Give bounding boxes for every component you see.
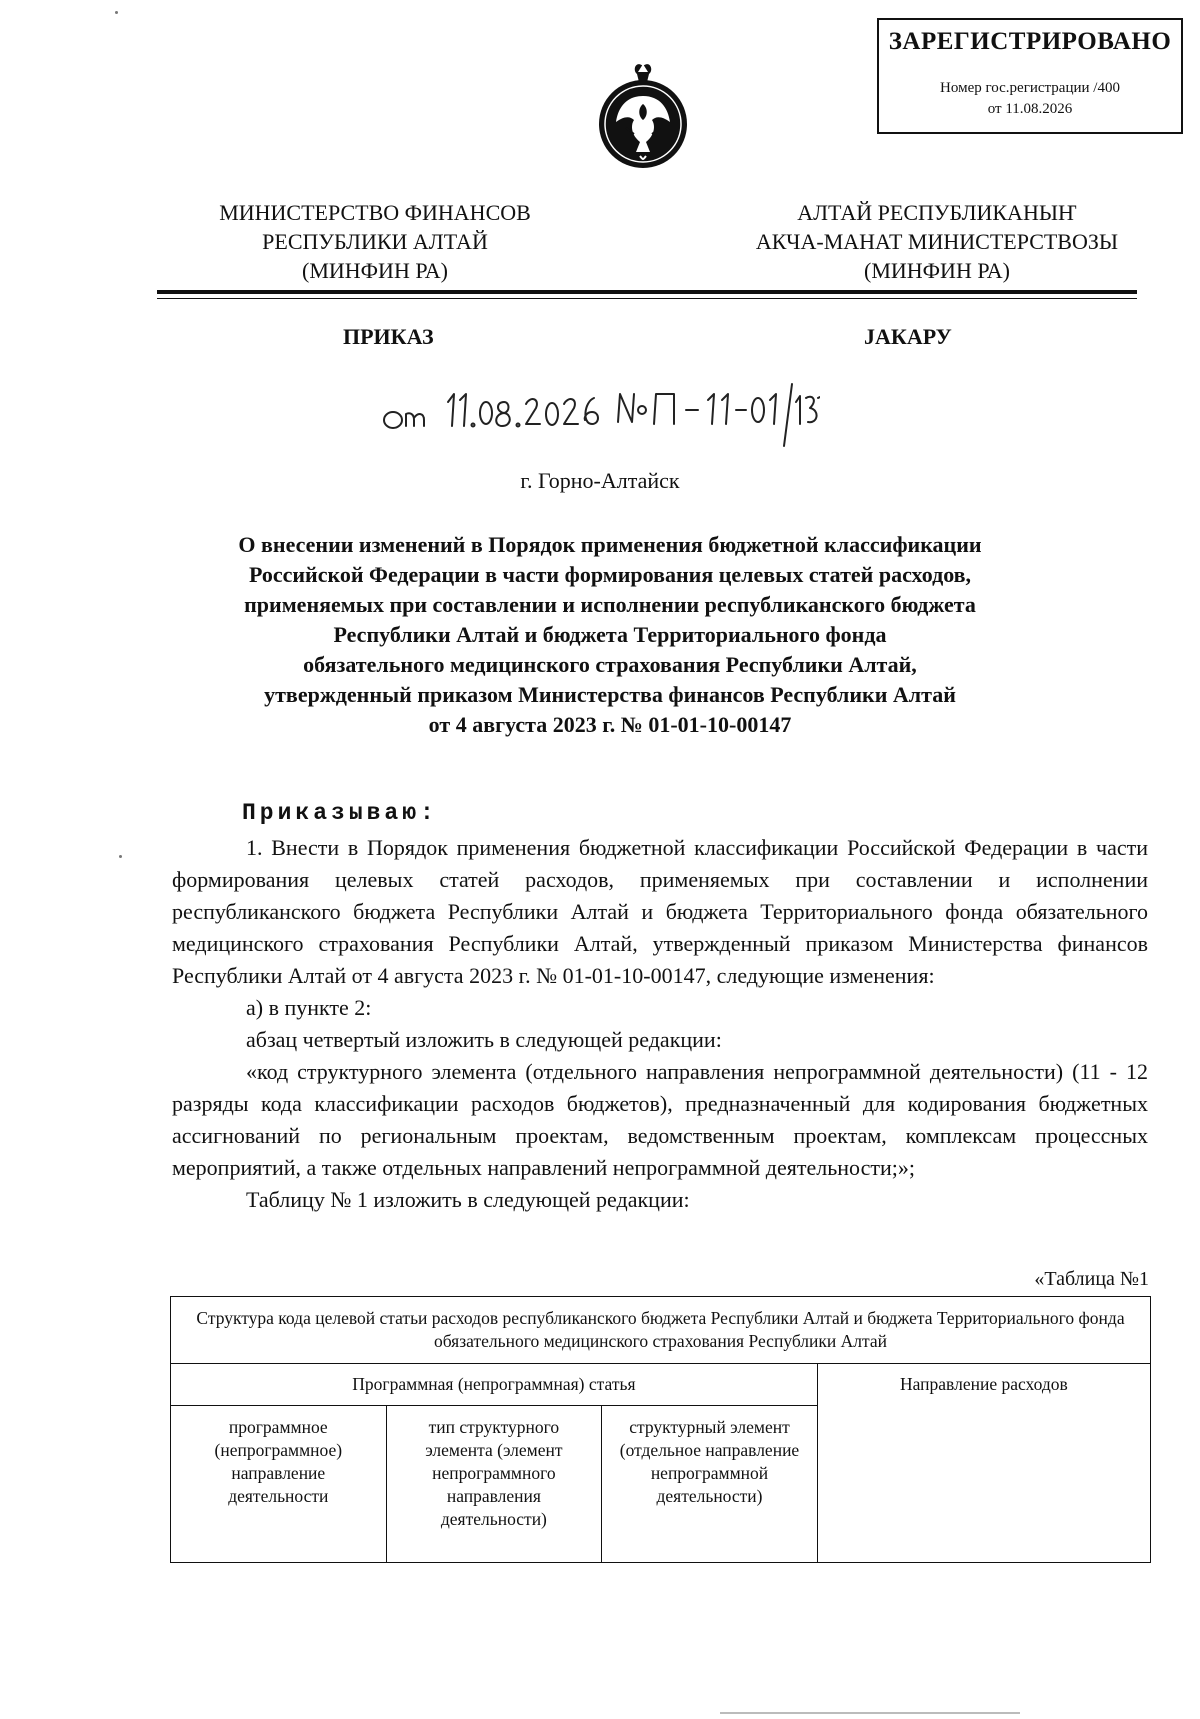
header-divider-thick xyxy=(157,290,1137,294)
order-label-altai: JАКАРУ xyxy=(864,324,952,349)
scan-artifact xyxy=(115,11,118,14)
target-article-structure-table xyxy=(170,1296,1151,1563)
body-paragraph: а) в пункте 2: xyxy=(246,995,372,1020)
title-line: Российской Федерации в части формирования целевых статей расходов, xyxy=(248,562,972,587)
header-right-line: АКЧА-МАНАТ МИНИСТЕРСТВОЗЫ xyxy=(755,229,1119,254)
body-paragraph: 1. Внести в Порядок применения бюджетной классификации Российской Федерации в части формирования целевых статей расходов, применяемых при составлении и исполнении республиканского бюджета Республики Алтай и бюджета Территориального фонда обязательного медицинского страхования Республики Алтай, утвержденный приказом Министерства финансов Республики Алтай от 4 августа 2023 г. № 01-01-10-00147, следующие изменения: xyxy=(172,835,1148,988)
table-row xyxy=(171,1297,1151,1364)
table-sub-header: тип структурного элемента (элемент непрограммного направления деятельности) xyxy=(386,1406,602,1563)
body-paragraph: «код структурного элемента (отдельного направления непрограммной деятельности) (11 - 12 разряды кода классификации расходов бюджетов), предназначенный для кодирования бюджетных ассигнований по региональным проектам, ведомственным проектам, комплексам процессных мероприятий, а также отдельных направлений непрограммной деятельности;»; xyxy=(172,1059,1148,1180)
header-right-line: (МИНФИН РА) xyxy=(864,258,1010,283)
header-right-line: АЛТАЙ РЕСПУБЛИКАНЫҤ xyxy=(797,200,1077,225)
header-left-line: МИНИСТЕРСТВО ФИНАНСОВ xyxy=(219,200,531,225)
body-paragraph: абзац четвертый изложить в следующей редакции: xyxy=(246,1027,722,1052)
order-directive-word: Приказываю: xyxy=(242,800,438,826)
table-caption: «Таблица №1 xyxy=(1034,1268,1149,1290)
title-line: Республики Алтай и бюджета Территориального фонда xyxy=(333,622,887,647)
registration-stamp xyxy=(877,18,1183,134)
table-row xyxy=(171,1364,1151,1406)
stamp-title: ЗАРЕГИСТРИРОВАНО xyxy=(888,28,1172,55)
order-body xyxy=(172,832,1148,1216)
table-title: Структура кода целевой статьи расходов республиканского бюджета Республики Алтай и бюджета Территориального фонда обязательного медицинского страхования Республики Алтай xyxy=(171,1297,1151,1364)
coat-of-arms-icon xyxy=(596,56,690,172)
order-label-russian: ПРИКАЗ xyxy=(343,324,434,349)
table-direction-header: Направление расходов xyxy=(817,1364,1150,1563)
title-line: применяемых при составлении и исполнении республиканского бюджета xyxy=(244,592,976,617)
header-left-line: РЕСПУБЛИКИ АЛТАЙ xyxy=(262,229,488,254)
header-left-line: (МИНФИН РА) xyxy=(302,258,448,283)
header-divider-thin xyxy=(157,298,1137,299)
ministry-name-altai xyxy=(707,198,1167,285)
handwritten-order-number xyxy=(380,380,820,450)
table-group-header: Программная (непрограммная) статья xyxy=(171,1364,818,1406)
title-line: обязательного медицинского страхования Республики Алтай, xyxy=(303,652,917,677)
stamp-reg-date: от 11.08.2026 xyxy=(987,101,1073,117)
table-sub-header: программное (непрограммное) направление деятельности xyxy=(171,1406,387,1563)
body-paragraph: Таблицу № 1 изложить в следующей редакции: xyxy=(246,1187,690,1212)
ministry-name-russian xyxy=(155,198,595,285)
city-name: г. Горно-Алтайск xyxy=(520,468,680,493)
scan-artifact xyxy=(119,855,122,858)
scan-artifact xyxy=(720,1712,1020,1714)
table-sub-header: структурный элемент (отдельное направление непрограммной деятельности) xyxy=(602,1406,818,1563)
title-line: утвержденный приказом Министерства финансов Республики Алтай xyxy=(264,682,956,707)
order-title xyxy=(140,530,1080,740)
title-line: О внесении изменений в Порядок применения бюджетной классификации xyxy=(238,532,982,557)
stamp-reg-number: Номер гос.регистрации /400 xyxy=(940,80,1120,96)
title-line: от 4 августа 2023 г. № 01-01-10-00147 xyxy=(428,712,792,737)
